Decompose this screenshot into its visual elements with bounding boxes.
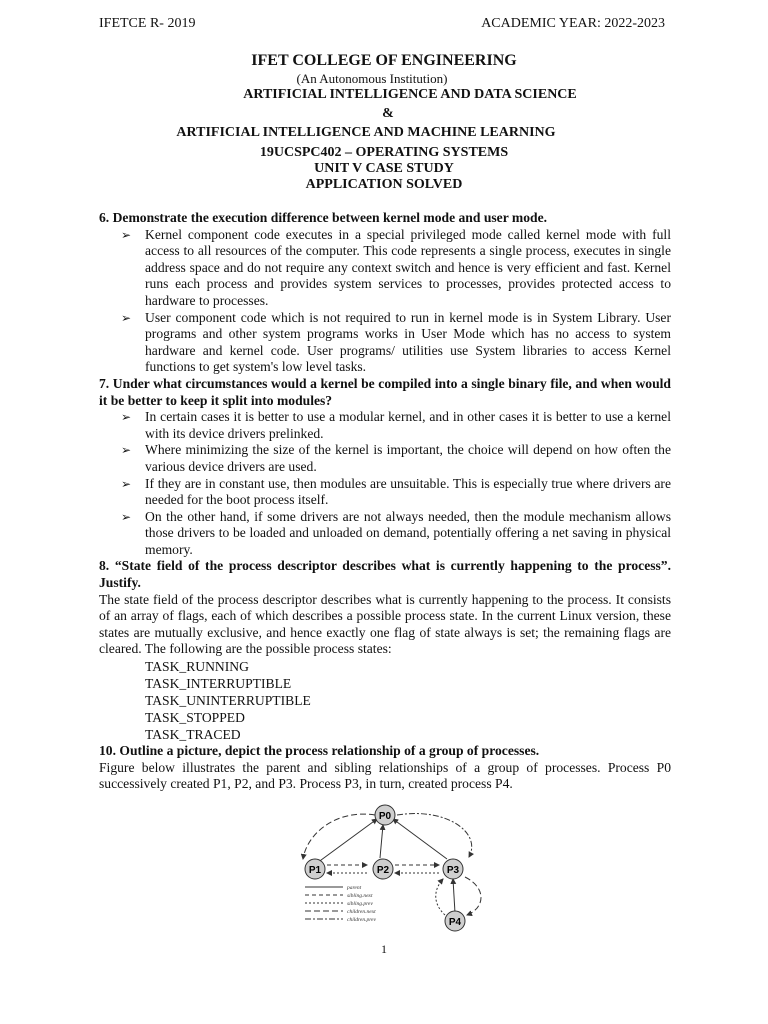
edge-p4-sibling xyxy=(436,879,445,915)
process-state: TASK_UNINTERRUPTIBLE xyxy=(145,693,311,709)
q6-question: 6. Demonstrate the execution difference between kernel mode and user mode. xyxy=(99,210,548,225)
college-name: IFET COLLEGE OF ENGINEERING xyxy=(251,52,517,69)
list-item: ➢ If they are in constant use, then modules are unsuitable. This is especially true where drivers are needed for the boot process itself. xyxy=(121,475,671,508)
edge-p4-parent xyxy=(453,879,455,913)
main-content xyxy=(99,210,671,793)
edge-p3-parent xyxy=(393,819,447,859)
q8-paragraph: The state field of the process descriptor describes what is currently happening to the process. It consists of an array of flags, each of which describes a possible process state. In the current Linux version, these states are mutually exclusive, and hence exactly one flag of state always is set; the remaining flags are cleared. The following are the possible process states: xyxy=(99,591,671,657)
edge-p2-parent xyxy=(380,825,383,858)
node-p4 xyxy=(445,911,465,931)
q6-bullets xyxy=(99,227,671,376)
legend-label: sibling.prev xyxy=(347,901,373,907)
list-item: ➢ Where minimizing the size of the kernel is important, the choice will depend on how often the various device drivers are used. xyxy=(121,442,671,474)
list-item: ➢ In certain cases it is better to use a modular kernel, and in other cases it is better to use a kernel with its device drivers prelinked. xyxy=(121,409,671,441)
svg-text:P2: P2 xyxy=(376,865,390,876)
dept2-title: ARTIFICIAL INTELLIGENCE AND MACHINE LEARNING xyxy=(176,125,556,140)
edge-children-next xyxy=(303,814,375,859)
arrowhead-bullet-icon: ➢ xyxy=(121,410,132,425)
process-relationship-diagram xyxy=(297,803,497,935)
svg-text:P1: P1 xyxy=(308,865,322,876)
header-left: IFETCE R- 2019 xyxy=(99,16,196,31)
legend-label: parent xyxy=(347,885,362,891)
process-state: TASK_TRACED xyxy=(145,727,241,743)
edge-p1-parent xyxy=(317,819,377,863)
process-state: TASK_INTERRUPTIBLE xyxy=(145,676,292,692)
legend-label: children.prev xyxy=(347,917,377,923)
list-item: ➢ Kernel component code executes in a special privileged mode called kernel mode with full access to all resources of the computer. This code represents a single process, executes in single address space and do not require any context switch and hence is very efficient and fast. Kernel runs each process and provides system services to processes, provides protected access to hardware to processes. xyxy=(121,226,671,308)
process-states-list xyxy=(99,658,671,743)
q8-question: 8. “State field of the process descriptor describes what is currently happening to the process”. Justify. xyxy=(99,558,671,591)
unit-title: UNIT V CASE STUDY xyxy=(314,161,454,176)
q10-question: 10. Outline a picture, depict the process relationship of a group of processes. xyxy=(99,743,540,759)
header-right: ACADEMIC YEAR: 2022-2023 xyxy=(481,16,665,31)
q7-bullets xyxy=(99,409,671,558)
q10-paragraph: Figure below illustrates the parent and sibling relationships of a group of processes. Process P0 successively created P1, P2, and P3. Process P3, in turn, created process P4. xyxy=(99,759,671,792)
svg-text:P4: P4 xyxy=(448,917,462,928)
edge-p3-children xyxy=(465,877,481,915)
arrowhead-bullet-icon: ➢ xyxy=(121,443,132,458)
course-title: 19UCSPC402 – OPERATING SYSTEMS xyxy=(259,145,509,160)
process-state: TASK_RUNNING xyxy=(145,659,249,675)
dept1-title: ARTIFICIAL INTELLIGENCE AND DATA SCIENCE xyxy=(243,87,577,102)
node-p0 xyxy=(375,805,395,825)
page-number: 1 xyxy=(381,942,387,956)
arrowhead-bullet-icon: ➢ xyxy=(121,227,132,242)
edge-children-prev xyxy=(397,814,472,857)
process-state: TASK_STOPPED xyxy=(145,710,245,726)
node-p1 xyxy=(305,859,325,879)
list-item: ➢ User component code which is not required to run in kernel mode is in System Library. User programs and other system programs works in User Mode which has no access to system hardware and kernel code. User programs/ utilities use System libraries to access Kernel functions to get system's low level tasks. xyxy=(121,309,671,375)
subtitle: APPLICATION SOLVED xyxy=(305,177,463,192)
arrowhead-bullet-icon: ➢ xyxy=(121,509,132,524)
list-item: ➢ On the other hand, if some drivers are not always needed, then the module mechanism allows those drivers to be loaded and unloaded on demand, potentially offering a net saving in physical memory. xyxy=(121,508,671,557)
arrowhead-bullet-icon: ➢ xyxy=(121,310,132,325)
node-p3 xyxy=(443,859,463,879)
svg-text:P0: P0 xyxy=(378,811,392,822)
svg-text:P3: P3 xyxy=(446,865,460,876)
autonomous-label: (An Autonomous Institution) xyxy=(296,71,448,86)
q7-question: 7. Under what circumstances would a kernel be compiled into a single binary file, and when would it be better to keep it split into modules? xyxy=(99,375,671,408)
arrowhead-bullet-icon: ➢ xyxy=(121,476,132,491)
ampersand: & xyxy=(382,106,394,121)
legend-label: children.next xyxy=(347,909,376,915)
page-header xyxy=(99,16,665,32)
legend-label: sibling.next xyxy=(347,893,373,899)
node-p2 xyxy=(373,859,393,879)
diagram-legend xyxy=(305,887,343,919)
